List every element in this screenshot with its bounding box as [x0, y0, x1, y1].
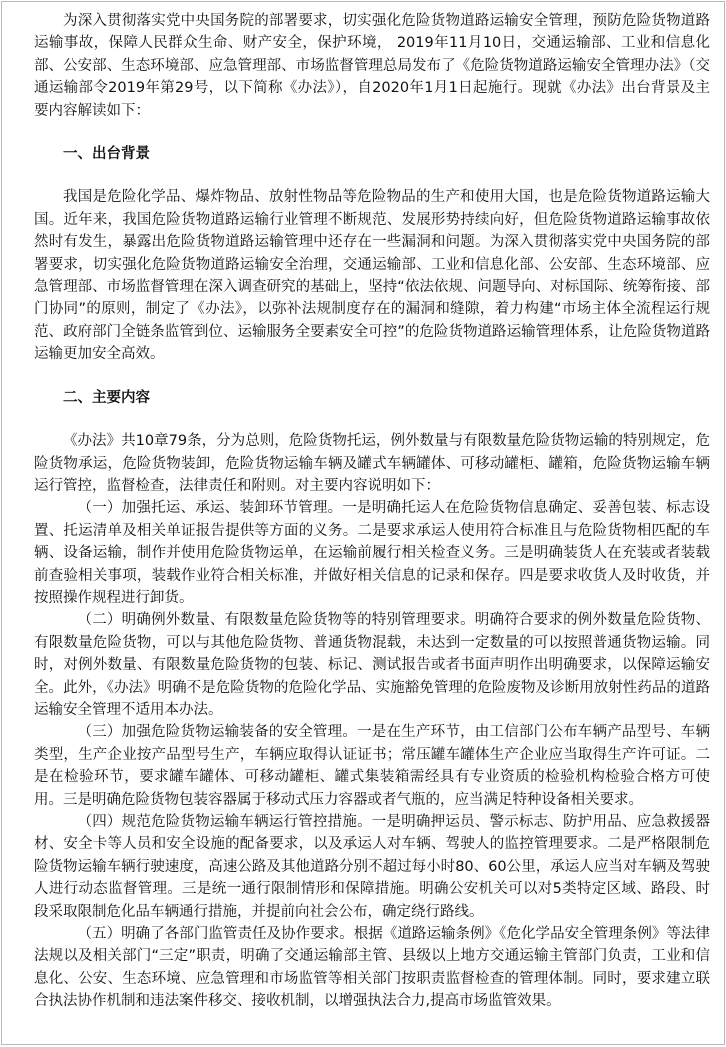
main-content-item: （四）规范危险货物运输车辆运行管控措施。一是明确押运员、警示标志、防护用品、应急救援器材、安全卡等人员和安全设施的配备要求，以及承运人对车辆、驾驶人的监控管理要求。二是严格限制危险货物运输车辆行驶速度，高速公路及其他道路分别不超过每小时80、60公里，承运人应当对车辆及驾驶人进行动态监督管理。三是统一通行限制情形和保障措施。明确公安机关可以对5类特定区域、路段、时段采取限制危化品车辆通行措施，并提前向社会公布，确定绕行路线。: [34, 814, 710, 920]
main-content-summary: 《办法》共10章79条，分为总则，危险货物托运，例外数量与有限数量危险货物运输的特别规定，危险货物承运，危险货物装卸，危险货物运输车辆及罐式车辆罐体、可移动罐柜、罐箱，危险货物运输车辆运行管控，监督检查，法律责任和附则。对主要内容说明如下：: [34, 433, 710, 494]
section-heading-background: 一、出台背景: [63, 146, 150, 163]
intro-paragraph: 为深入贯彻落实党中央国务院的部署要求，切实强化危险货物道路运输安全管理，预防危险货物道路运输事故，保障人民群众生命、财产安全，保护环境， 2019年11月10日，交通运输部、工业和信息化部、公安部、生态环境部、应急管理部、市场监督管理总局发布了《危险货物道路运输安全管理办法》（交通运输部令2019年第29号，以下简称《办法》），自2020年1月1日起施行。现就《办法》出台背景及主要内容解读如下：: [34, 13, 710, 119]
background-paragraph: 我国是危险化学品、爆炸物品、放射性物品等危险物品的生产和使用大国，也是危险货物道路运输大国。近年来，我国危险货物道路运输行业管理不断规范、发展形势持续向好，但危险货物道路运输事故依然时有发生，暴露出危险货物道路运输管理中还存在一些漏洞和问题。为深入贯彻落实党中央国务院的部署要求，切实强化危险货物道路运输安全治理，交通运输部、工业和信息化部、公安部、生态环境部、应急管理部、市场监督管理在深入调查研究的基础上，坚持“依法依规、问题导向、对标国际、统筹衔接、部门协同”的原则，制定了《办法》，以弥补法规制度存在的漏洞和缝隙，着力构建“市场主体全流程运行规范、政府部门全链条监管到位、运输服务全要素安全可控”的危险货物道路运输管理体系，让危险货物道路运输更加安全高效。: [34, 189, 710, 363]
document-page: [1, 1, 725, 1045]
spacer: [34, 366, 710, 387]
spacer: [34, 409, 710, 430]
main-content-item: （五）明确了各部门监管责任及协作要求。根据《道路运输条例》《危化学品安全管理条例》等法律法规以及相关部门“三定”职责，明确了交通运输部主管、县级以上地方交通运输主管部门负责，工业和信息化、公安、生态环境、应急管理和市场监管等相关部门按职责监督检查的管理体制。同时，要求建立联合执法协作机制和违法案件移交、接收机制，以增强执法合力,提高市场监管效果。: [34, 926, 710, 1010]
main-content-item: （三）加强危险货物运输装备的安全管理。一是在生产环节，由工信部门公布车辆产品型号、车辆类型，生产企业按产品型号生产，车辆应取得认证证书；常压罐车罐体生产企业应当取得生产许可证。二是在检验环节，要求罐车罐体、可移动罐柜、罐式集装箱需经具有专业资质的检验机构检验合格方可使用。三是明确危险货物包装容器属于移动式压力容器或者气瓶的，应当满足特种设备相关要求。: [34, 724, 710, 808]
main-content-item: （二）明确例外数量、有限数量危险货物等的特别管理要求。明确符合要求的例外数量危险货物、有限数量危险货物，可以与其他危险货物、普通货物混载，未达到一定数量的可以按照普通货物运输。同时，对例外数量、有限数量危险货物的包装、标记、测试报告或者书面声明作出明确要求，以保障运输安全。此外，《办法》明确不是危险货物的危险化学品、实施豁免管理的危险废物及诊断用放射性药品的道路运输安全管理不适用本办法。: [34, 612, 710, 718]
section-heading-main-content: 二、主要内容: [63, 389, 150, 406]
spacer: [34, 122, 710, 143]
spacer: [34, 165, 710, 186]
main-content-item: （一）加强托运、承运、装卸环节管理。一是明确托运人在危险货物信息确定、妥善包装、标志设置、托运清单及相关单证报告提供等方面的义务。二是要求承运人使用符合标准且与危险货物相匹配的车辆、设备运输，制作并使用危险货物运单，在运输前履行相关检查义务。三是明确装货人在充装或者装载前查验相关事项，装载作业符合相关标准，并做好相关信息的记录和保存。四是要求收货人及时收货，并按照操作规程进行卸货。: [34, 500, 710, 606]
